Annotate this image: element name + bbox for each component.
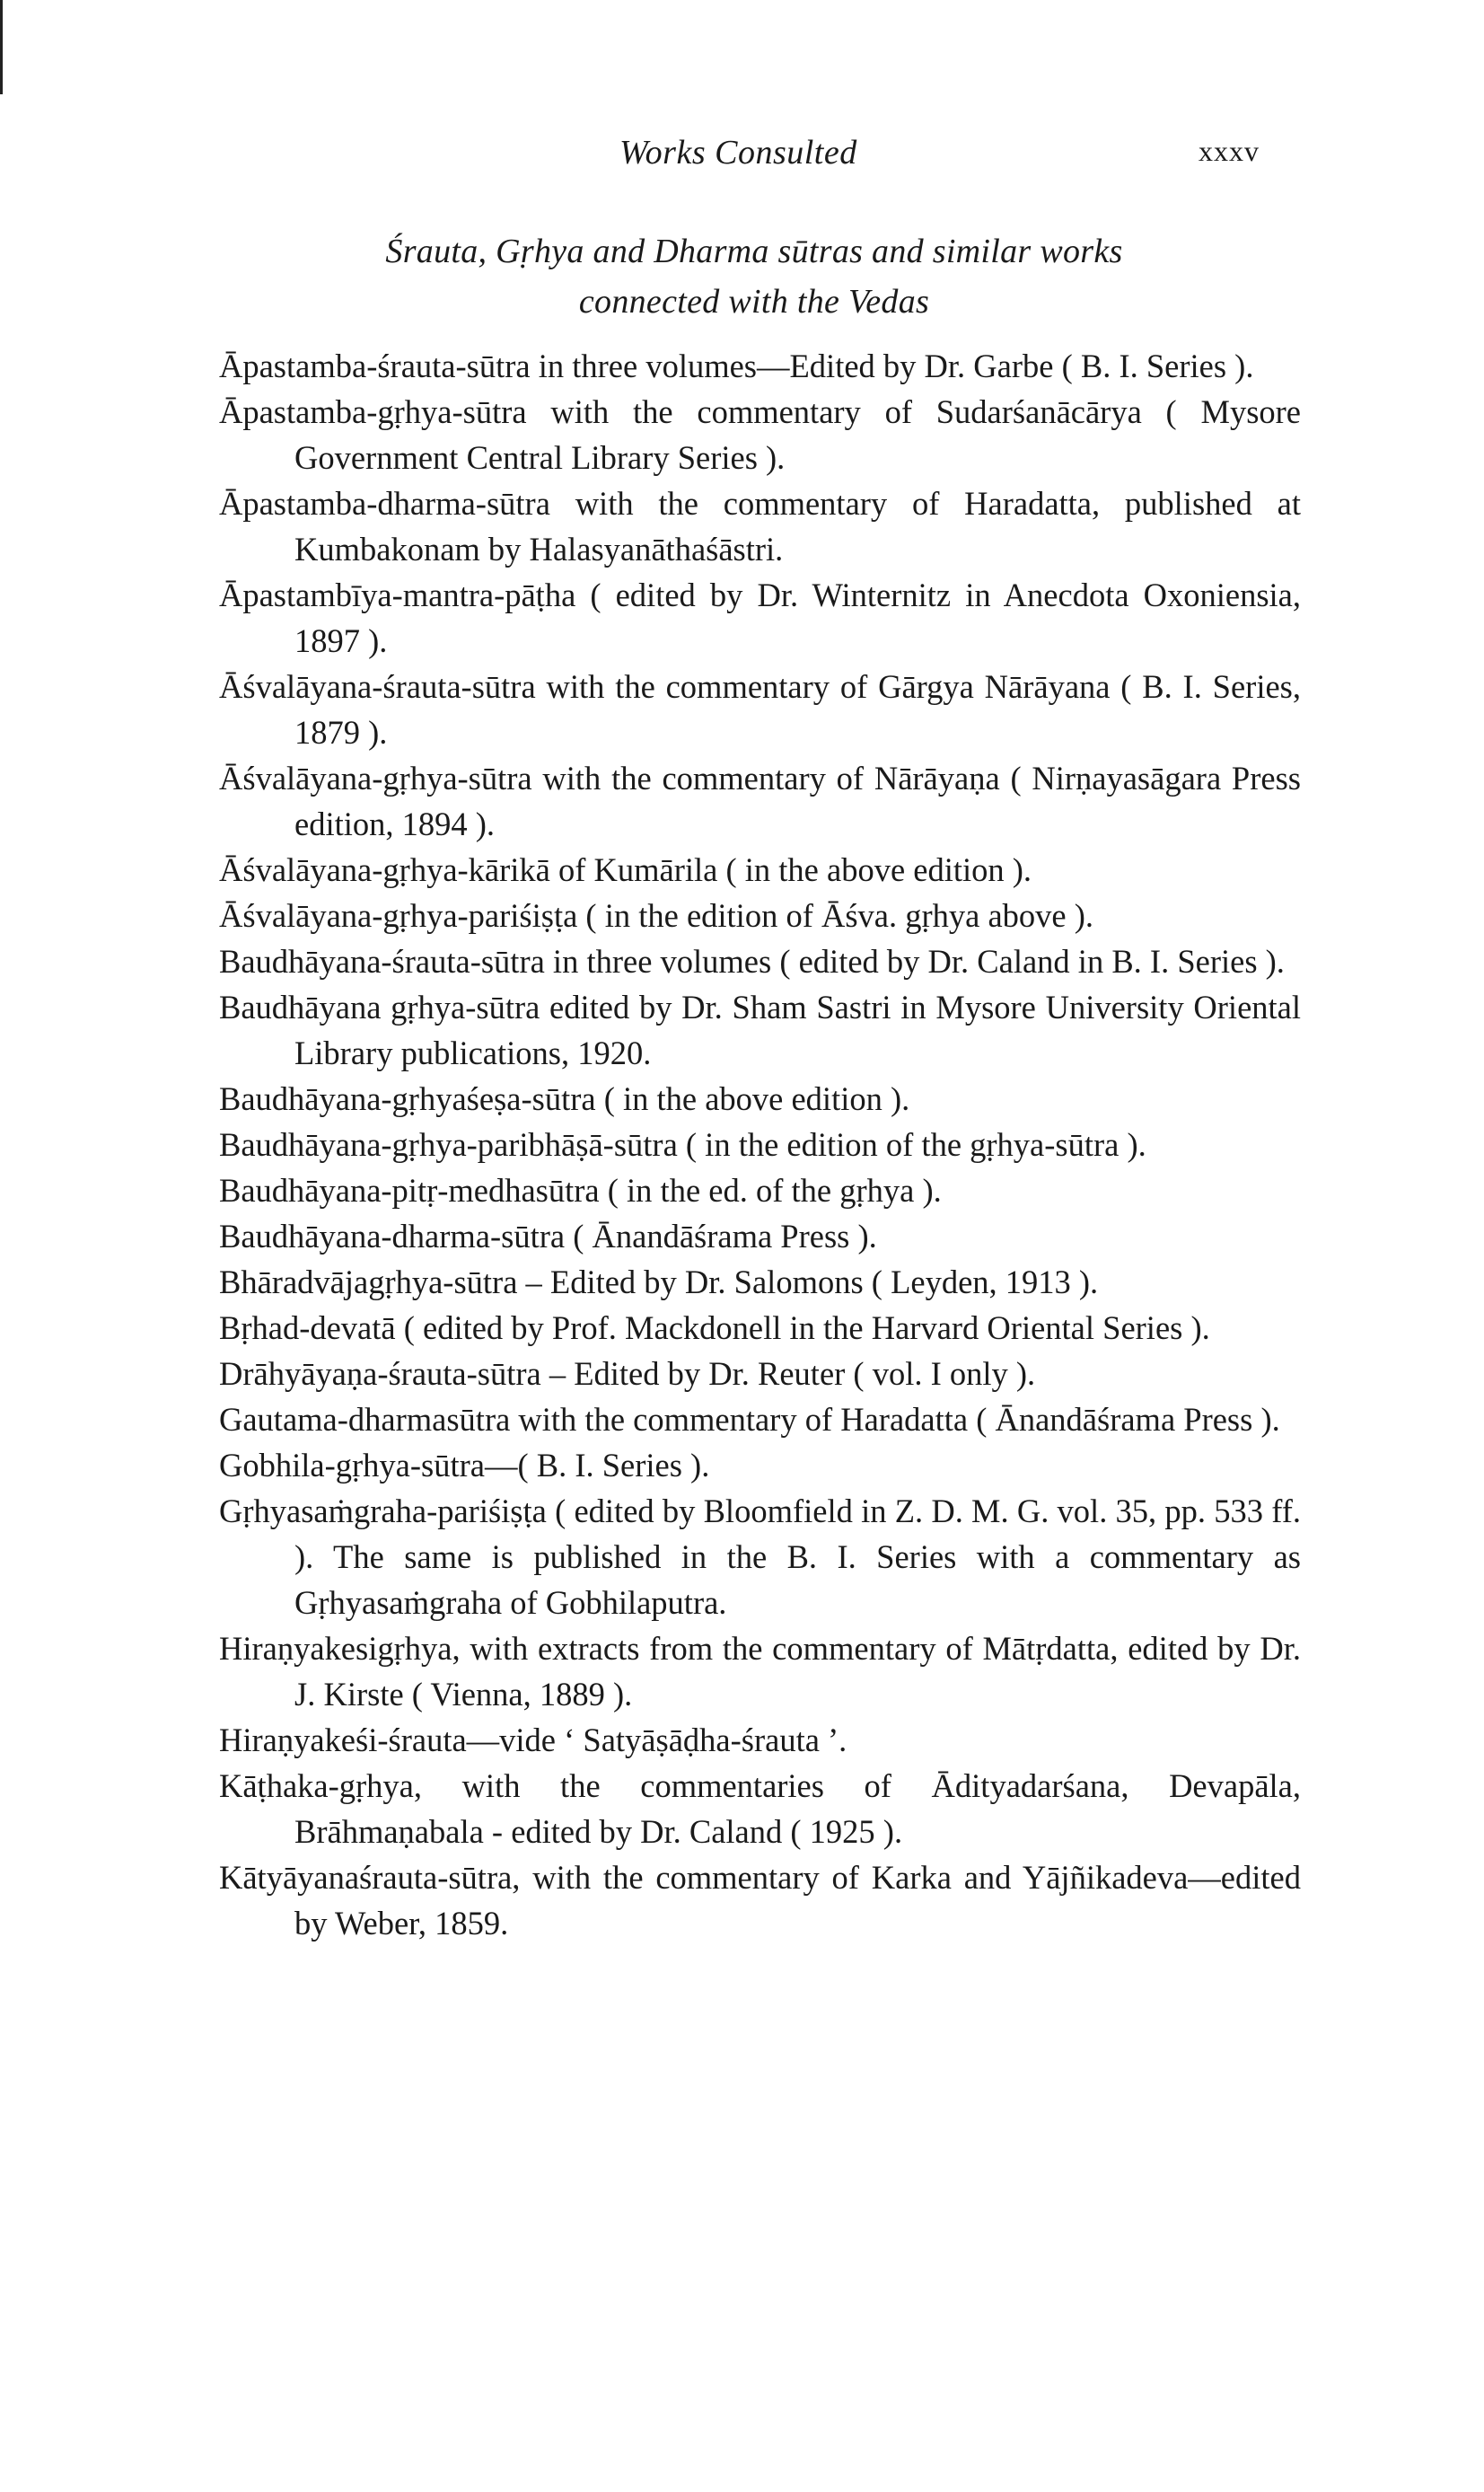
- bibliography-entry: Āpastambīya-mantra-pāṭha ( edited by Dr. Winternitz in Anecdota Oxoniensia, 1897 ).: [219, 577, 1301, 659]
- bibliography-entry: Āśvalāyana-gṛhya-sūtra with the commentary of Nārāyaṇa ( Nirṇayasāgara Press edition, 1894 ).: [219, 760, 1301, 842]
- bibliography-entry: Baudhāyana-śrauta-sūtra in three volumes ( edited by Dr. Caland in B. I. Series ).: [219, 943, 1285, 980]
- bibliography-entry: Baudhāyana-gṛhyaśeṣa-sūtra ( in the above edition ).: [219, 1080, 910, 1117]
- bibliography-entry: Kātyāyanaśrauta-sūtra, with the commentary of Karka and Yājñikadeva—edited by Weber, 1859.: [219, 1859, 1301, 1942]
- bibliography-entry: Gṛhyasaṁgraha-pariśiṣṭa ( edited by Bloomfield in Z. D. M. G. vol. 35, pp. 533 ff. ). The same is published in the B. I. Series with a commentary as Gṛhyasaṁgraha of Gobhilaputra.: [219, 1493, 1301, 1621]
- page-number: xxxv: [1199, 135, 1260, 167]
- bibliography-entry: Baudhāyana gṛhya-sūtra edited by Dr. Sham Sastri in Mysore University Oriental Library publications, 1920.: [219, 989, 1301, 1071]
- bibliography-entry: Baudhāyana-dharma-sūtra ( Ānandāśrama Press ).: [219, 1218, 877, 1255]
- section-heading-line-1: Śrauta, Gṛhya and Dharma sūtras and similar works: [385, 233, 1123, 270]
- bibliography-entry: Āpastamba-gṛhya-sūtra with the commentary of Sudarśanācārya ( Mysore Government Central Library Series ).: [219, 393, 1301, 476]
- bibliography-entry: Hiraṇyakesigṛhya, with extracts from the commentary of Mātṛdatta, edited by Dr. J. Kirste ( Vienna, 1889 ).: [219, 1630, 1301, 1713]
- bibliography-entry: Āśvalāyana-gṛhya-kārikā of Kumārila ( in the above edition ).: [219, 851, 1032, 888]
- bibliography-entry: Kāṭhaka-gṛhya, with the commentaries of Ādityadarśana, Devapāla, Brāhmaṇabala - edited by Dr. Caland ( 1925 ).: [219, 1767, 1301, 1850]
- running-title: Works Consulted: [619, 134, 857, 172]
- bibliography-entry: Drāhyāyaṇa-śrauta-sūtra – Edited by Dr. Reuter ( vol. I only ).: [219, 1355, 1036, 1392]
- bibliography-entry: Baudhāyana-gṛhya-paribhāṣā-sūtra ( in the edition of the gṛhya-sūtra ).: [219, 1126, 1146, 1163]
- bibliography-entry: Hiraṇyakeśi-śrauta—vide ‘ Satyāṣāḍha-śrauta ’.: [219, 1722, 847, 1758]
- bibliography-entry: Āśvalāyana-gṛhya-pariśiṣṭa ( in the edition of Āśva. gṛhya above ).: [219, 897, 1094, 934]
- bibliography-entry: Āpastamba-dharma-sūtra with the commentary of Haradatta, published at Kumbakonam by Halasyanāthaśāstri.: [219, 485, 1301, 568]
- bibliography-entry: Gautama-dharmasūtra with the commentary of Haradatta ( Ānandāśrama Press ).: [219, 1401, 1280, 1438]
- bibliography-entry: Bhāradvājagṛhya-sūtra – Edited by Dr. Salomons ( Leyden, 1913 ).: [219, 1264, 1099, 1300]
- running-header: [0, 133, 1484, 187]
- bibliography-list: [219, 343, 1301, 1946]
- bibliography-entry: Gobhila-gṛhya-sūtra—( B. I. Series ).: [219, 1447, 710, 1484]
- page-edge-rule: [0, 0, 3, 94]
- bibliography-entry: Baudhāyana-pitṛ-medhasūtra ( in the ed. of the gṛhya ).: [219, 1172, 942, 1209]
- bibliography-entry: Āśvalāyana-śrauta-sūtra with the commentary of Gārgya Nārāyana ( B. I. Series, 1879 ).: [219, 668, 1301, 751]
- bibliography-entry: Āpastamba-śrauta-sūtra in three volumes—Edited by Dr. Garbe ( B. I. Series ).: [219, 348, 1254, 384]
- section-heading: [215, 226, 1293, 327]
- bibliography-entry: Bṛhad-devatā ( edited by Prof. Mackdonell in the Harvard Oriental Series ).: [219, 1309, 1210, 1346]
- section-heading-line-2: connected with the Vedas: [578, 283, 930, 321]
